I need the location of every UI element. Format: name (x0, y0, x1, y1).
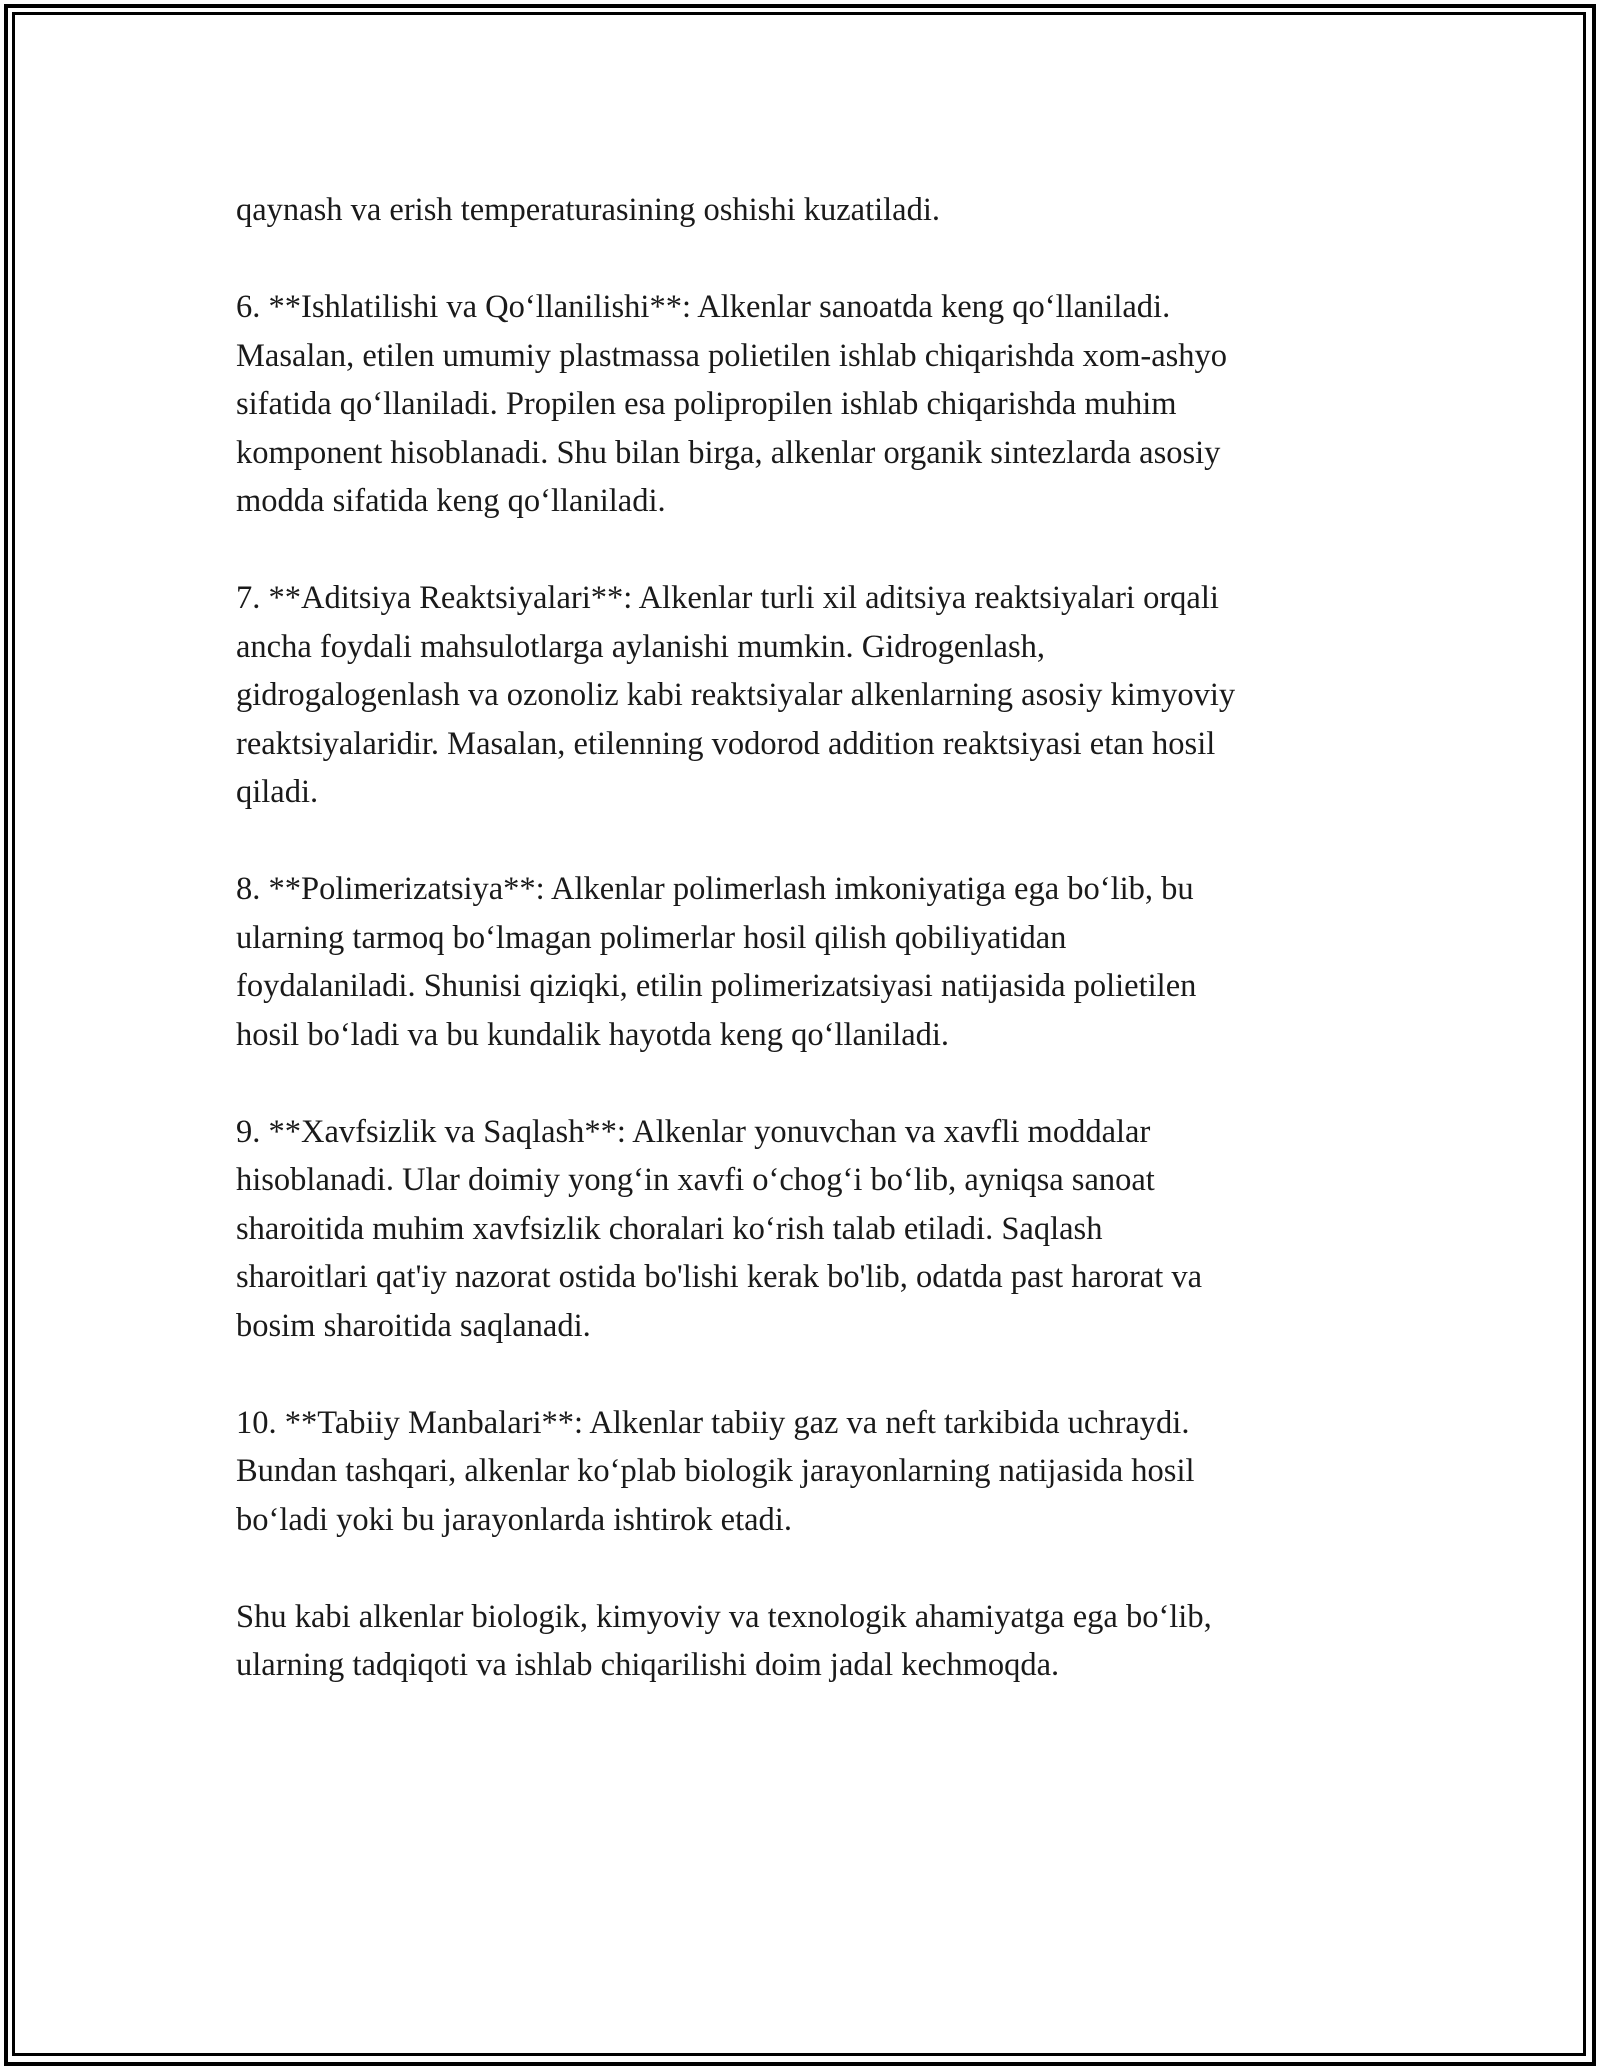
paragraph-item-9-safety-storage: 9. **Xavfsizlik va Saqlash**: Alkenlar yonuvchan va xavfli moddalar hisoblanadi. Ular doimiy yong‘in xavfi o‘chog‘i bo‘lib, ayniqsa sanoat sharoitida muhim xavfsizlik choralari ko‘rish talab etiladi. Saqlash sharoitlari qat'iy nazorat ostida bo'lishi kerak bo'lib, odatda past harorat va bosim sharoitida saqlanadi. (236, 1113, 1203, 1344)
paragraph-item-6-usage: 6. **Ishlatilishi va Qo‘llanilishi**: Alkenlar sanoatda keng qo‘llaniladi. Masalan, etilen umumiy plastmassa polietilen ishlab chiqarishda xom-ashyo sifatida qo‘llaniladi. Propilen esa polipropilen ishlab chiqarishda muhim komponent hisoblanadi. Shu bilan birga, alkenlar organik sintezlarda asosiy modda sifatida keng qo‘llaniladi. (236, 289, 1228, 519)
paragraph-item-8-polymerization: 8. **Polimerizatsiya**: Alkenlar polimerlash imkoniyatiga ega bo‘lib, bu ularning tarmoq bo‘lmagan polimerlar hosil qilish qobiliyatidan foydalaniladi. Shunisi qiziqki, etilin polimerizatsiyasi natijasida polietilen hosil bo‘ladi va bu kundalik hayotda keng qo‘llaniladi. (236, 871, 1197, 1053)
document-body (236, 186, 1386, 1738)
paragraph-conclusion: Shu kabi alkenlar biologik, kimyoviy va texnologik ahamiyatga ega bo‘lib, ularning tadqiqoti va ishlab chiqarilishi doim jadal kechmoqda. (236, 1598, 1212, 1683)
paragraph-item-10-natural-sources: 10. **Tabiiy Manbalari**: Alkenlar tabiiy gaz va neft tarkibida uchraydi. Bundan tashqari, alkenlar ko‘plab biologik jarayonlarning natijasida hosil bo‘ladi yoki bu jarayonlarda ishtirok etadi. (236, 1404, 1195, 1538)
paragraph-continuation: qaynash va erish temperaturasining oshishi kuzatiladi. (236, 192, 940, 228)
paragraph-item-7-addition-reactions: 7. **Aditsiya Reaktsiyalari**: Alkenlar turli xil aditsiya reaktsiyalari orqali ancha foydali mahsulotlarga aylanishi mumkin. Gidrogenlash, gidrogalogenlash va ozonoliz kabi reaktsiyalar alkenlarning asosiy kimyoviy reaktsiyalaridir. Masalan, etilenning vodorod addition reaktsiyasi etan hosil qiladi. (236, 580, 1236, 810)
